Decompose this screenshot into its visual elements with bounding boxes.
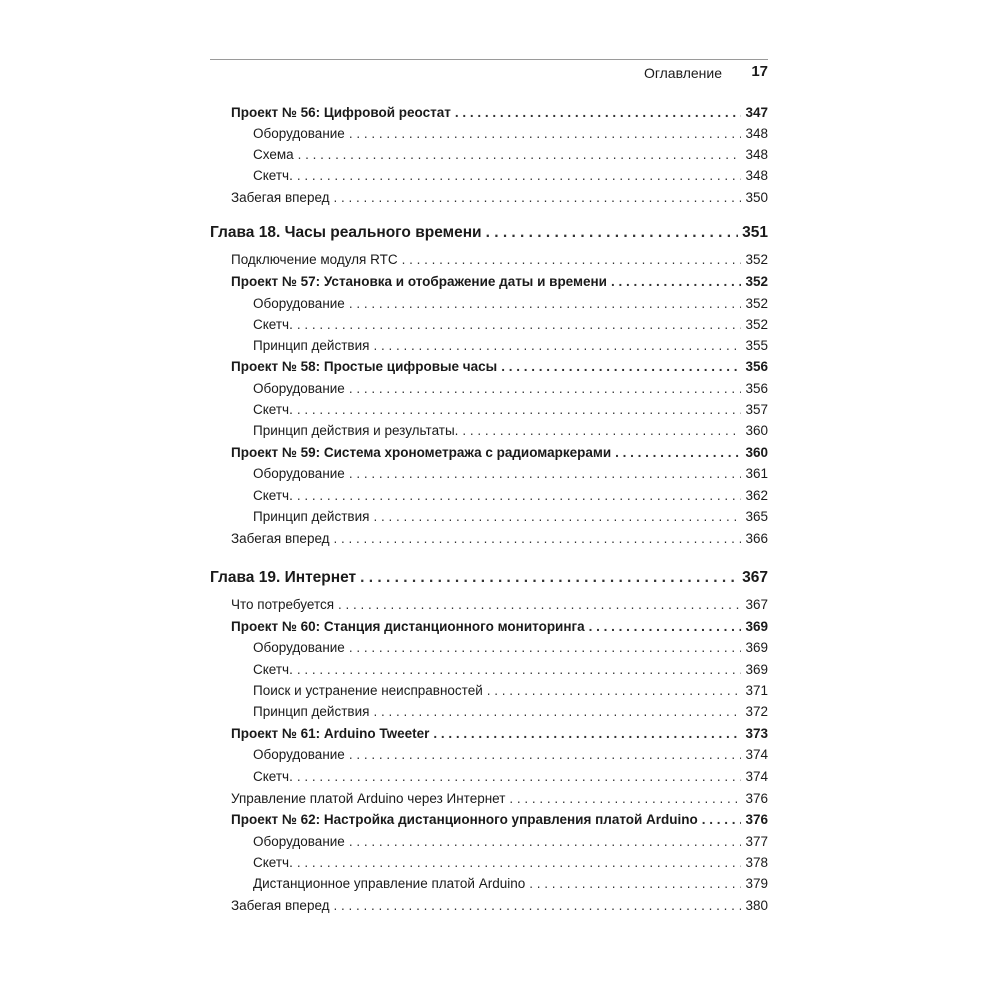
- toc-entry: [253, 379, 768, 399]
- toc-entry-page: 348: [745, 147, 768, 162]
- toc-entry-page: 369: [745, 662, 768, 677]
- toc-entry: [253, 145, 768, 165]
- toc-entry-title: Оборудование: [253, 834, 345, 849]
- dot-leader: [334, 188, 742, 208]
- toc-entry: [253, 421, 768, 441]
- toc-entry: [253, 681, 768, 701]
- dot-leader: [297, 166, 742, 186]
- dot-leader: [611, 272, 742, 292]
- toc-entry-page: 379: [745, 876, 768, 891]
- toc-entry-page: 352: [745, 274, 768, 289]
- dot-leader: [455, 103, 742, 123]
- toc-entry-title: Принцип действия: [253, 509, 370, 524]
- toc-entry: [253, 638, 768, 658]
- toc-entry: [253, 767, 768, 787]
- toc-entry-title: Скетч.: [253, 855, 293, 870]
- dot-leader: [349, 124, 742, 144]
- toc-entry-page: 350: [745, 190, 768, 205]
- toc-entry-title: Проект № 62: Настройка дистанционного управления платой Arduino: [231, 812, 698, 827]
- dot-leader: [298, 145, 742, 165]
- toc-entry-title: Скетч.: [253, 662, 293, 677]
- toc-entry-page: 369: [745, 640, 768, 655]
- dot-leader: [373, 507, 741, 527]
- toc-entry-title: Проект № 60: Станция дистанционного мониторинга: [231, 619, 585, 634]
- toc-project: [231, 810, 768, 830]
- toc-entry-page: 362: [745, 488, 768, 503]
- toc-entry-title: Принцип действия: [253, 338, 370, 353]
- toc-entry: [253, 336, 768, 356]
- dot-leader: [487, 681, 742, 701]
- toc-entry-page: 348: [745, 126, 768, 141]
- toc-entry: [253, 702, 768, 722]
- toc-entry-title: Проект № 57: Установка и отображение даты и времени: [231, 274, 607, 289]
- toc-project: [231, 724, 768, 744]
- toc-entry-title: Скетч.: [253, 317, 293, 332]
- toc-chapter: [210, 222, 768, 244]
- toc-entry-page: 357: [745, 402, 768, 417]
- toc-entry: [231, 595, 768, 615]
- toc-entry: [253, 315, 768, 335]
- dot-leader: [349, 745, 742, 765]
- toc-entry-page: 367: [742, 569, 768, 586]
- dot-leader: [297, 853, 742, 873]
- dot-leader: [702, 810, 742, 830]
- toc-entry-page: 365: [745, 509, 768, 524]
- toc-entry: [231, 896, 768, 916]
- dot-leader: [373, 702, 741, 722]
- toc-entry-page: 376: [745, 791, 768, 806]
- toc-entry-page: 371: [745, 683, 768, 698]
- toc-entry-title: Принцип действия и результаты.: [253, 423, 459, 438]
- toc-entry-page: 367: [745, 597, 768, 612]
- dot-leader: [529, 874, 741, 894]
- toc-entry-title: Проект № 58: Простые цифровые часы: [231, 359, 498, 374]
- header-page-number: 17: [751, 63, 768, 80]
- dot-leader: [462, 421, 741, 441]
- dot-leader: [297, 400, 742, 420]
- toc-entry-title: Оборудование: [253, 640, 345, 655]
- dot-leader: [334, 896, 742, 916]
- toc-entry: [253, 124, 768, 144]
- toc-entry-page: 347: [745, 105, 768, 120]
- toc-project: [231, 617, 768, 637]
- toc-entry-page: 376: [745, 812, 768, 827]
- dot-leader: [297, 767, 742, 787]
- toc-entry-page: 377: [745, 834, 768, 849]
- toc-entry-title: Оборудование: [253, 747, 345, 762]
- dot-leader: [501, 357, 741, 377]
- toc-project: [231, 443, 768, 463]
- toc-entry-title: Проект № 61: Arduino Tweeter: [231, 726, 430, 741]
- toc-entry-title: Скетч.: [253, 769, 293, 784]
- toc-entry-page: 373: [745, 726, 768, 741]
- dot-leader: [402, 250, 742, 270]
- dot-leader: [297, 660, 742, 680]
- toc-entry-page: 355: [745, 338, 768, 353]
- toc-entry-page: 351: [742, 224, 768, 241]
- toc-entry: [231, 188, 768, 208]
- toc-entry: [253, 853, 768, 873]
- toc-project: [231, 272, 768, 292]
- dot-leader: [349, 638, 742, 658]
- dot-leader: [433, 724, 741, 744]
- toc-entry-title: Скетч.: [253, 168, 293, 183]
- toc-entry-page: 352: [745, 296, 768, 311]
- toc-entry-title: Что потребуется: [231, 597, 335, 612]
- toc-entry-page: 374: [745, 769, 768, 784]
- toc-entry-title: Глава 19. Интернет: [210, 569, 357, 586]
- dot-leader: [486, 222, 739, 244]
- toc-project: [231, 357, 768, 377]
- toc-entry-title: Оборудование: [253, 126, 345, 141]
- toc-entry-page: 348: [745, 168, 768, 183]
- toc-entry: [253, 745, 768, 765]
- toc-entry-title: Проект № 56: Цифровой реостат: [231, 105, 451, 120]
- toc-entry-title: Поиск и устранение неисправностей: [253, 683, 483, 698]
- toc-entry: [253, 874, 768, 894]
- toc-entry-title: Проект № 59: Система хронометража с радиомаркерами: [231, 445, 612, 460]
- toc-entry: [231, 789, 768, 809]
- toc-entry: [253, 832, 768, 852]
- dot-leader: [615, 443, 741, 463]
- toc-entry-page: 356: [745, 381, 768, 396]
- toc-entry-page: 361: [745, 466, 768, 481]
- toc-entry-page: 366: [745, 531, 768, 546]
- dot-leader: [349, 832, 742, 852]
- toc-entry-title: Оборудование: [253, 381, 345, 396]
- toc-entry-title: Подключение модуля RTC: [231, 252, 398, 267]
- toc-entry-title: Принцип действия: [253, 704, 370, 719]
- toc-entry-page: 352: [745, 252, 768, 267]
- toc-entry-page: 378: [745, 855, 768, 870]
- dot-leader: [360, 567, 738, 589]
- toc-entry-title: Глава 18. Часы реального времени: [210, 224, 482, 241]
- dot-leader: [338, 595, 741, 615]
- toc-entry: [253, 166, 768, 186]
- toc-chapter: [210, 567, 768, 589]
- toc-entry-page: 374: [745, 747, 768, 762]
- toc-entry-title: Оборудование: [253, 466, 345, 481]
- dot-leader: [334, 529, 742, 549]
- toc-entry: [253, 507, 768, 527]
- dot-leader: [349, 464, 742, 484]
- toc-entry: [253, 400, 768, 420]
- toc-entry-page: 369: [745, 619, 768, 634]
- dot-leader: [297, 315, 742, 335]
- toc-entry-page: 360: [745, 423, 768, 438]
- toc-entry-page: 352: [745, 317, 768, 332]
- toc-entry-page: 356: [745, 359, 768, 374]
- dot-leader: [589, 617, 742, 637]
- toc-entry-page: 372: [745, 704, 768, 719]
- toc-entry-title: Забегая вперед: [231, 190, 330, 205]
- toc-entry-title: Скетч.: [253, 402, 293, 417]
- dot-leader: [349, 379, 742, 399]
- dot-leader: [297, 486, 742, 506]
- toc-entry: [253, 464, 768, 484]
- toc-entry: [231, 529, 768, 549]
- toc-entry-title: Забегая вперед: [231, 898, 330, 913]
- header-title: Оглавление: [643, 65, 722, 81]
- toc-entry: [253, 486, 768, 506]
- dot-leader: [349, 294, 742, 314]
- dot-leader: [373, 336, 741, 356]
- toc-entry: [253, 294, 768, 314]
- toc-entry-title: Управление платой Arduino через Интернет: [231, 791, 506, 806]
- toc-project: [231, 103, 768, 123]
- toc-entry-page: 380: [745, 898, 768, 913]
- toc-entry-title: Оборудование: [253, 296, 345, 311]
- toc-entry-page: 360: [745, 445, 768, 460]
- toc-entry-title: Дистанционное управление платой Arduino: [253, 876, 526, 891]
- toc-entry: [231, 250, 768, 270]
- toc-entry-title: Схема: [253, 147, 294, 162]
- toc-entry-title: Забегая вперед: [231, 531, 330, 546]
- dot-leader: [509, 789, 741, 809]
- toc-entry: [253, 660, 768, 680]
- toc-entry-title: Скетч.: [253, 488, 293, 503]
